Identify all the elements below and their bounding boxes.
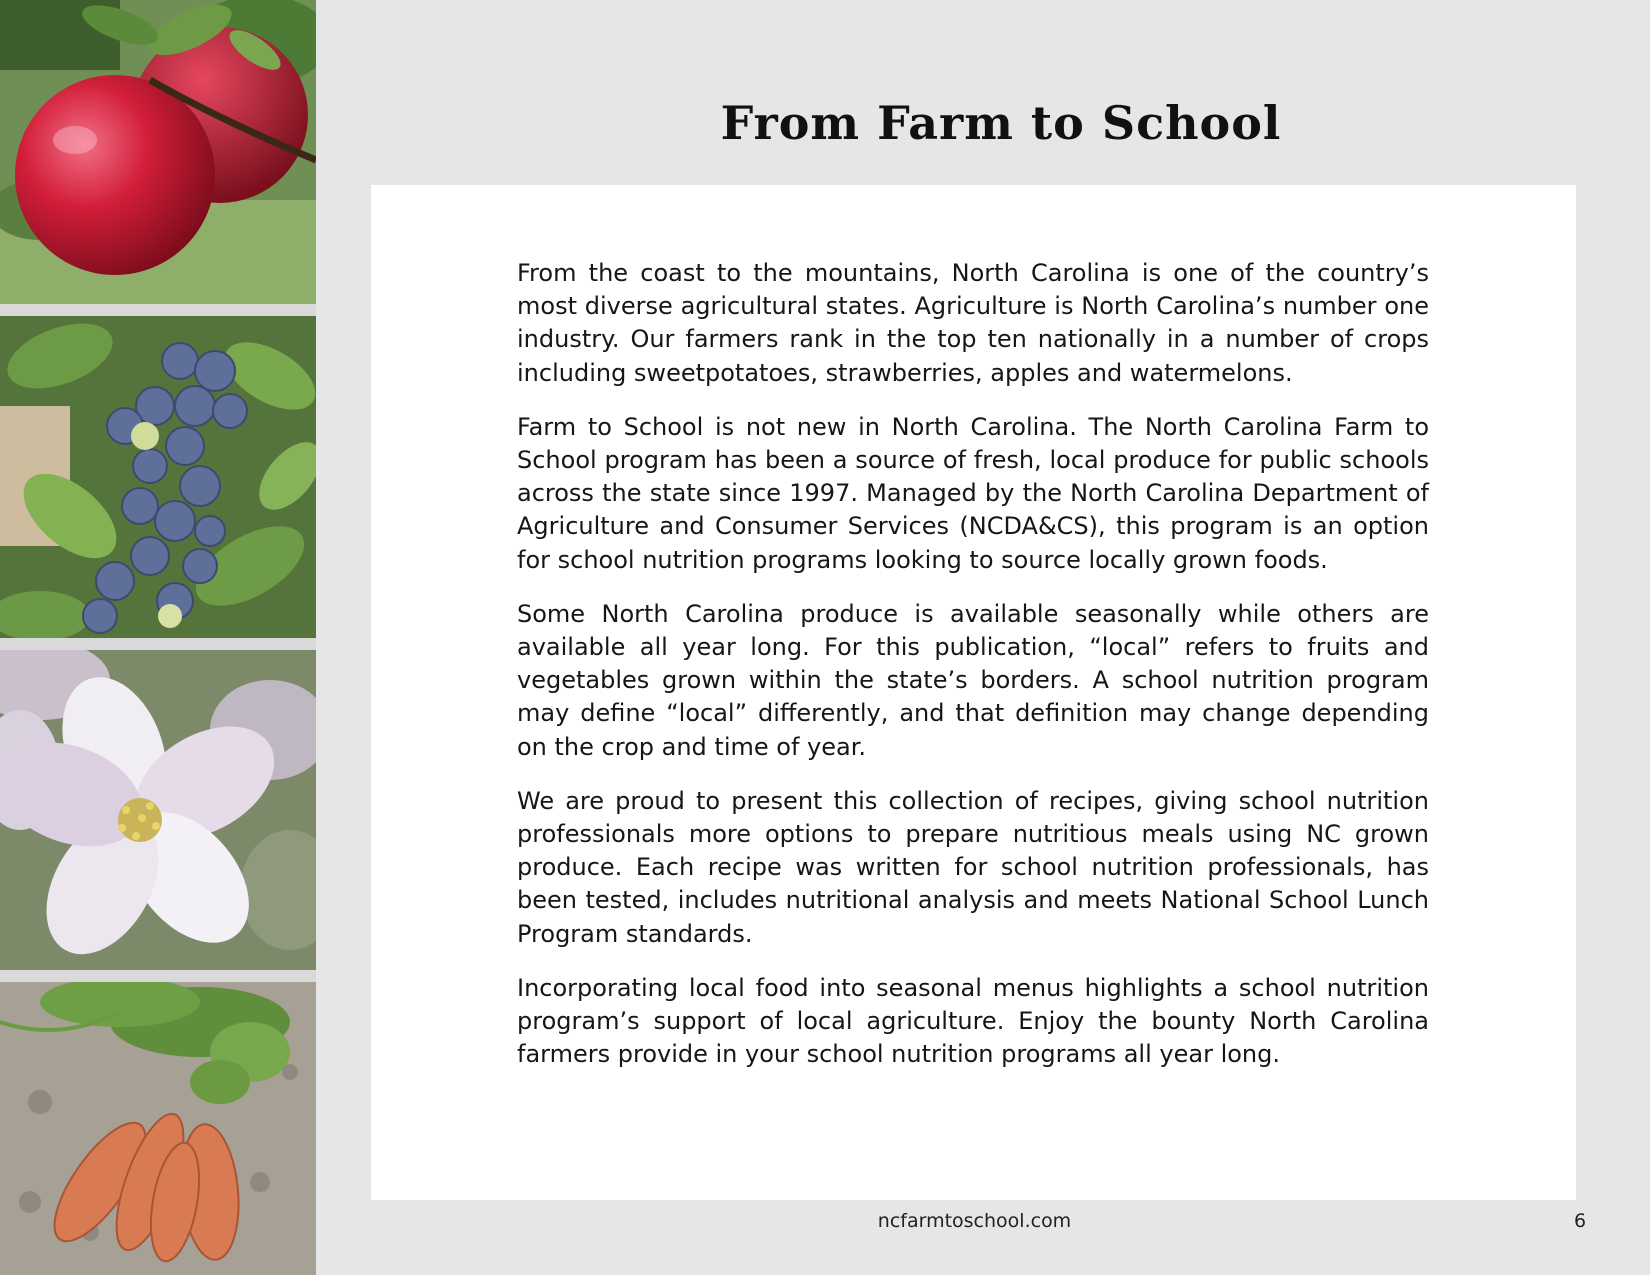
paragraph: We are proud to present this collection of recipes, giving school nutrition professionals more options to prepare nutritious meals using NC grown produce. Each recipe was written for school nutrition professionals, has been tested, includes nutritional analysis and meets National School Lunch Program standards. (517, 786, 1429, 948)
photo-strip (0, 0, 316, 1275)
body-text (517, 257, 1429, 1092)
footer-url: ncfarmtoschool.com (877, 1210, 1072, 1232)
sweetpotatoes-photo (0, 982, 316, 1275)
paragraph: Incorporating local food into seasonal menus highlights a school nutrition program’s support of local agriculture. Enjoy the bounty North Carolina farmers provide in your school nutrition programs all year long. (517, 973, 1429, 1069)
paragraph: Some North Carolina produce is available seasonally while others are available all year long. For this publication, “local” refers to fruits and vegetables grown within the state’s borders. A school nutrition program may define “local” differently, and that definition may change depending on the crop and time of year. (517, 599, 1429, 761)
blueberries-photo (0, 316, 316, 638)
page-number: 6 (1573, 1210, 1587, 1232)
apples-photo (0, 0, 316, 304)
paragraph: Farm to School is not new in North Carolina. The North Carolina Farm to School program has been a source of fresh, local produce for public schools across the state since 1997. Managed by the North Carolina Department of Agriculture and Consumer Services (NCDA&CS), this program is an option for school nutrition programs looking to source locally grown foods. (517, 412, 1429, 574)
page-title: From Farm to School (720, 96, 1282, 150)
paragraph: From the coast to the mountains, North Carolina is one of the country’s most diverse agricultural states. Agriculture is North Carolina’s number one industry. Our farmers rank in the top ten nationally in a number of crops including sweetpotatoes, strawberries, apples and watermelons. (517, 259, 1429, 387)
content-panel (371, 185, 1576, 1200)
apple-blossom-photo (0, 650, 316, 970)
